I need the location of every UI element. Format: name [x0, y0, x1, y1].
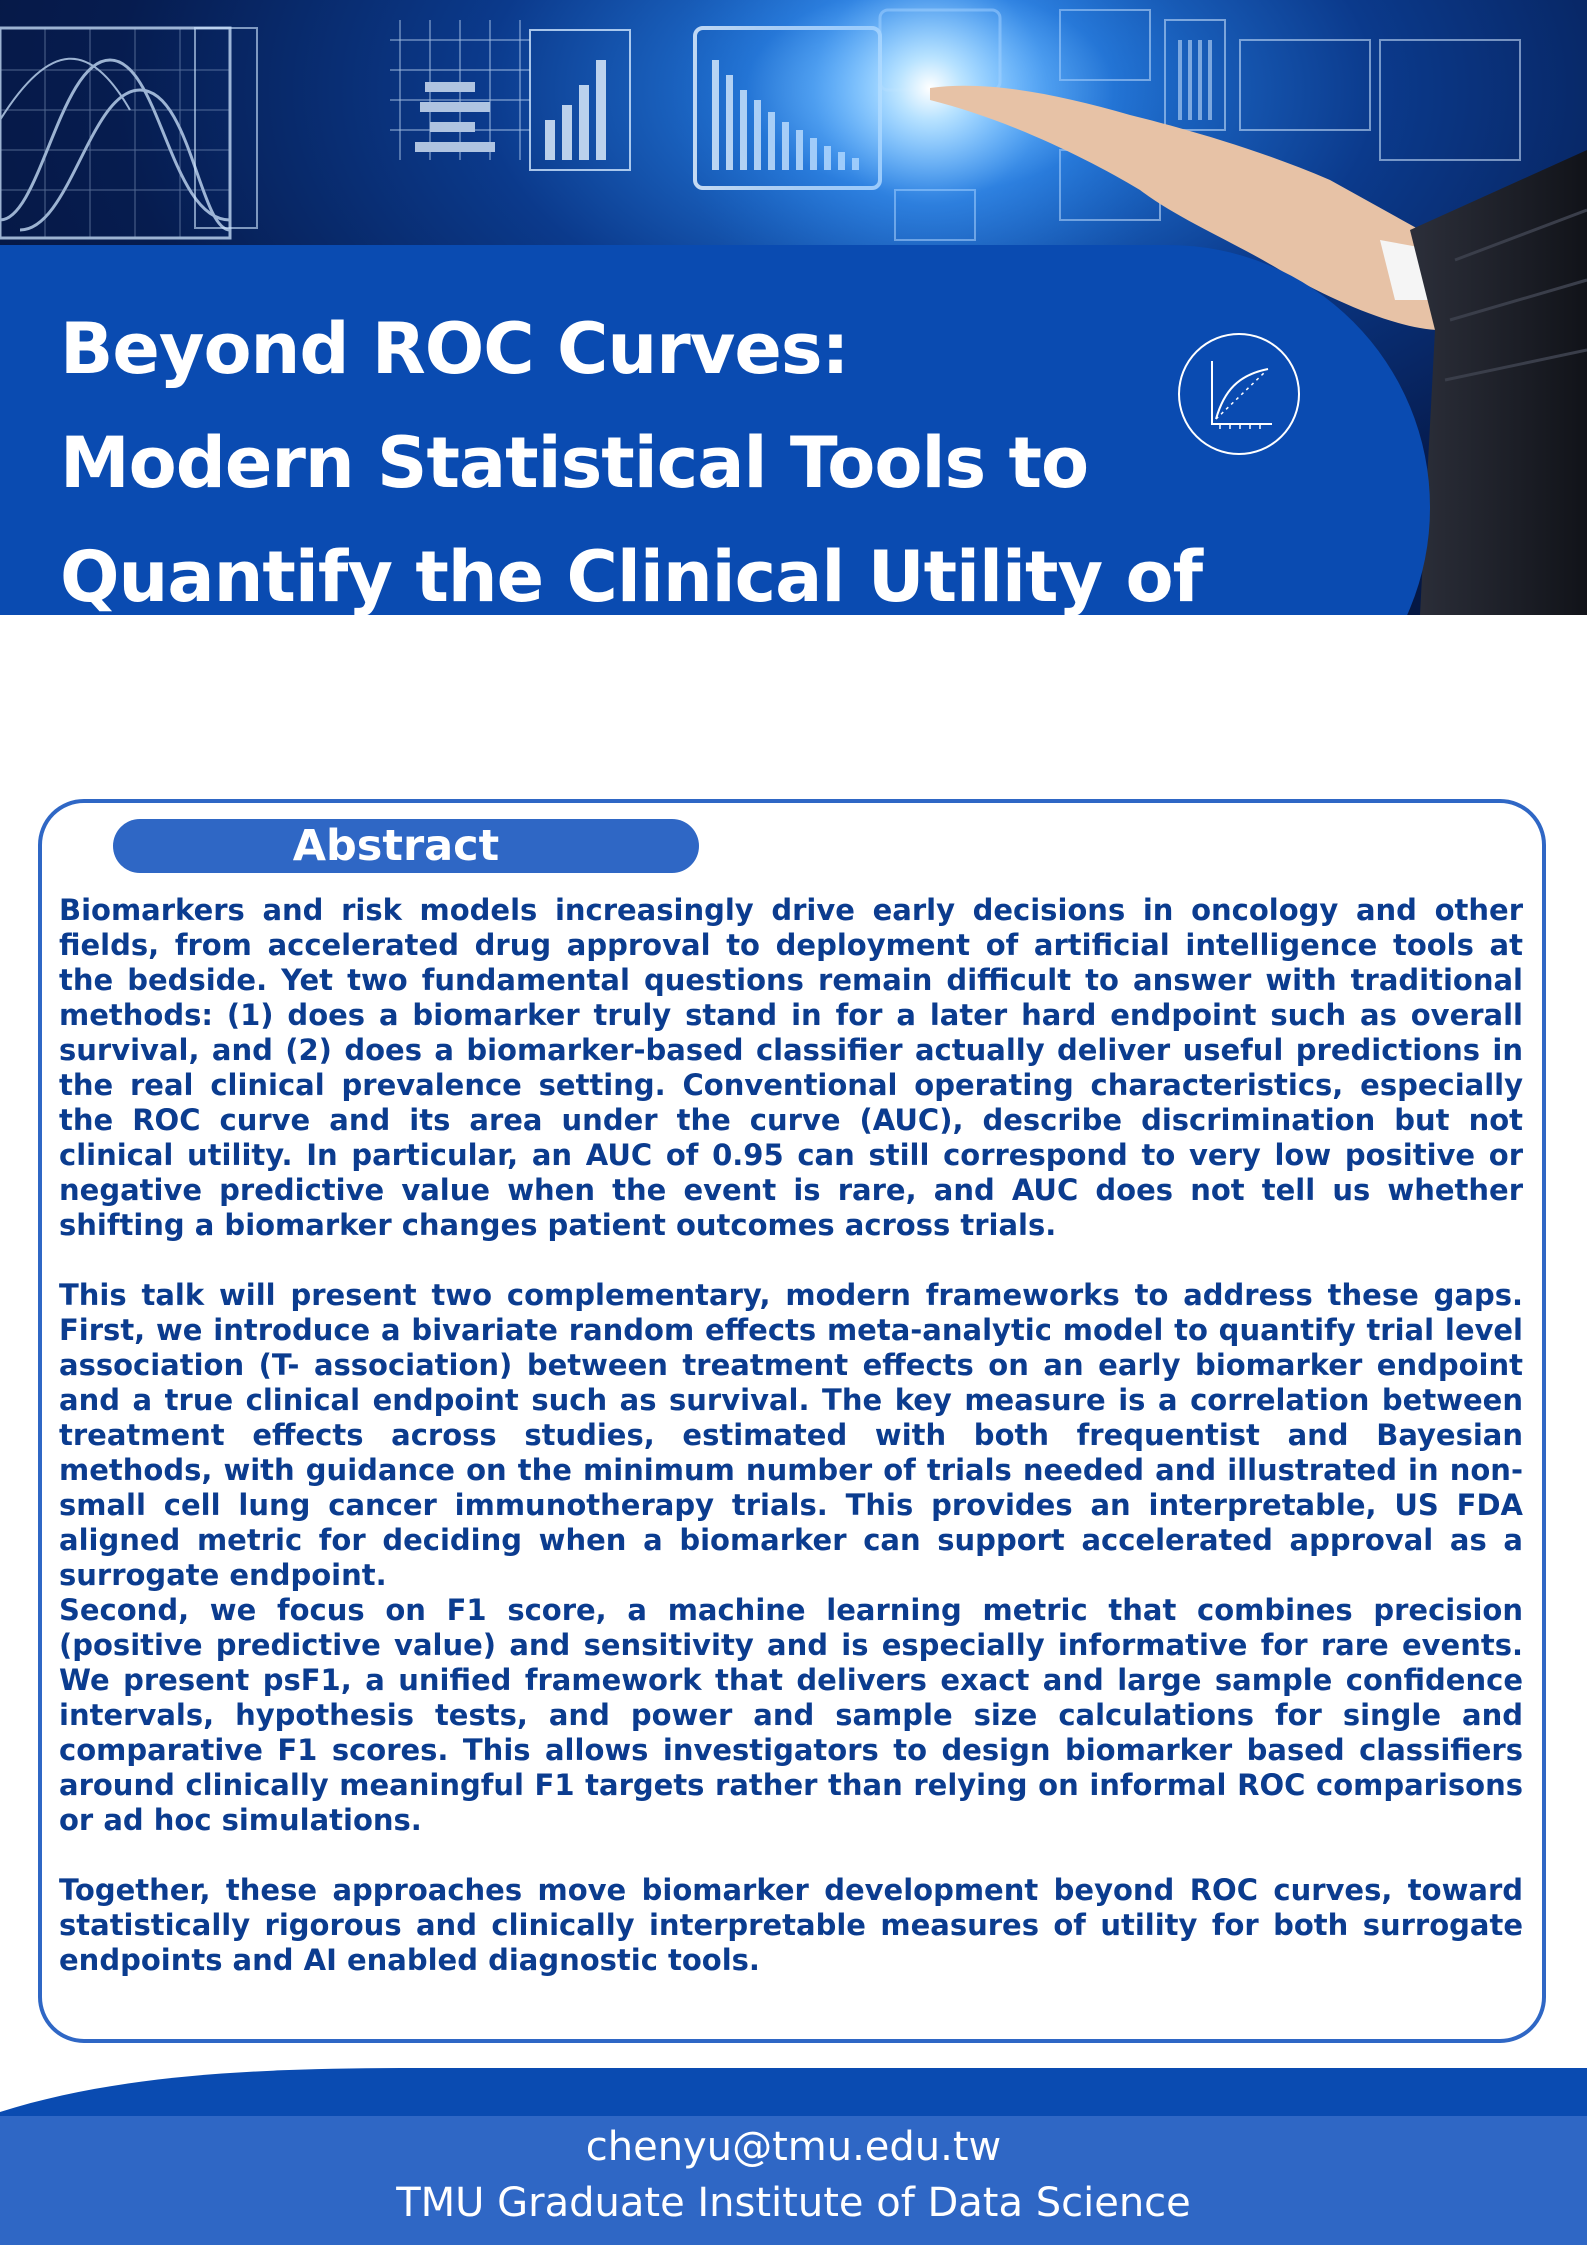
abstract-heading: Abstract	[292, 821, 500, 871]
abstract-body	[59, 893, 1523, 1978]
organization-name: TMU Graduate Institute of Data Science	[396, 2180, 1191, 2226]
contact-email[interactable]: chenyu@tmu.edu.tw	[585, 2124, 1002, 2170]
axis-panel	[195, 28, 257, 228]
poster-title	[60, 292, 1220, 748]
abstract-paragraph: Second, we focus on F1 score, a machine learning metric that combines precision (positive predictive value) and sensitivity and is especially informative for rare events. We present psF1, a unified framework that delivers exact and large sample confidence intervals, hypothesis tests, and power and sample size calculations for single and comparative F1 scores. This allows investigators to design biomarker based classifiers around clinically meaningful F1 targets rather than relying on informal ROC comparisons or ad hoc simulations.	[59, 1593, 1523, 1837]
vertical-bars-panel	[530, 30, 630, 170]
title-line: Biomarkers and AI Classifiers	[60, 650, 1189, 732]
bar-grid-panel	[390, 20, 530, 160]
roc-curve-icon	[1176, 331, 1302, 457]
abstract-paragraph: Biomarkers and risk models increasingly drive early decisions in oncology and other fields, from accelerated drug approval to deployment of artificial intelligence tools at the bedside. Yet two fundamental questions remain difficult to answer with traditional methods: (1) does a biomarker truly stand in for a later hard endpoint such as overall survival, and (2) does a biomarker-based classifier actually deliver useful predictions in the real clinical prevalence setting. Conventional operating characteristics, especially the ROC curve and its area under the curve (AUC), describe discrimination but not clinical utility. In particular, an AUC of 0.95 can still correspond to very low positive or negative predictive value when the event is rare, and AUC does not tell us whether shifting a biomarker changes patient outcomes across trials.	[59, 893, 1523, 1242]
abstract-paragraph: This talk will present two complementary, modern frameworks to address these gaps. First, we introduce a bivariate random effects meta-analytic model to quantify trial level association (T- association) between treatment effects on an early biomarker endpoint and a true clinical endpoint such as survival. The key measure is a correlation between treatment effects across studies, estimated with both frequentist and Bayesian methods, with guidance on the minimum number of trials needed and illustrated in non-small cell lung cancer immunotherapy trials. This provides an interpretable, US FDA aligned metric for deciding when a biomarker can support accelerated approval as a surrogate endpoint.	[59, 1278, 1523, 1592]
title-line: Beyond ROC Curves:	[60, 308, 849, 390]
title-line: Quantify the Clinical Utility of	[60, 536, 1203, 618]
title-line: Modern Statistical Tools to	[60, 422, 1089, 504]
abstract-paragraph: Together, these approaches move biomarker development beyond ROC curves, toward statistically rigorous and clinically interpretable measures of utility for both surrogate endpoints and AI enabled diagnostic tools.	[59, 1873, 1523, 1977]
